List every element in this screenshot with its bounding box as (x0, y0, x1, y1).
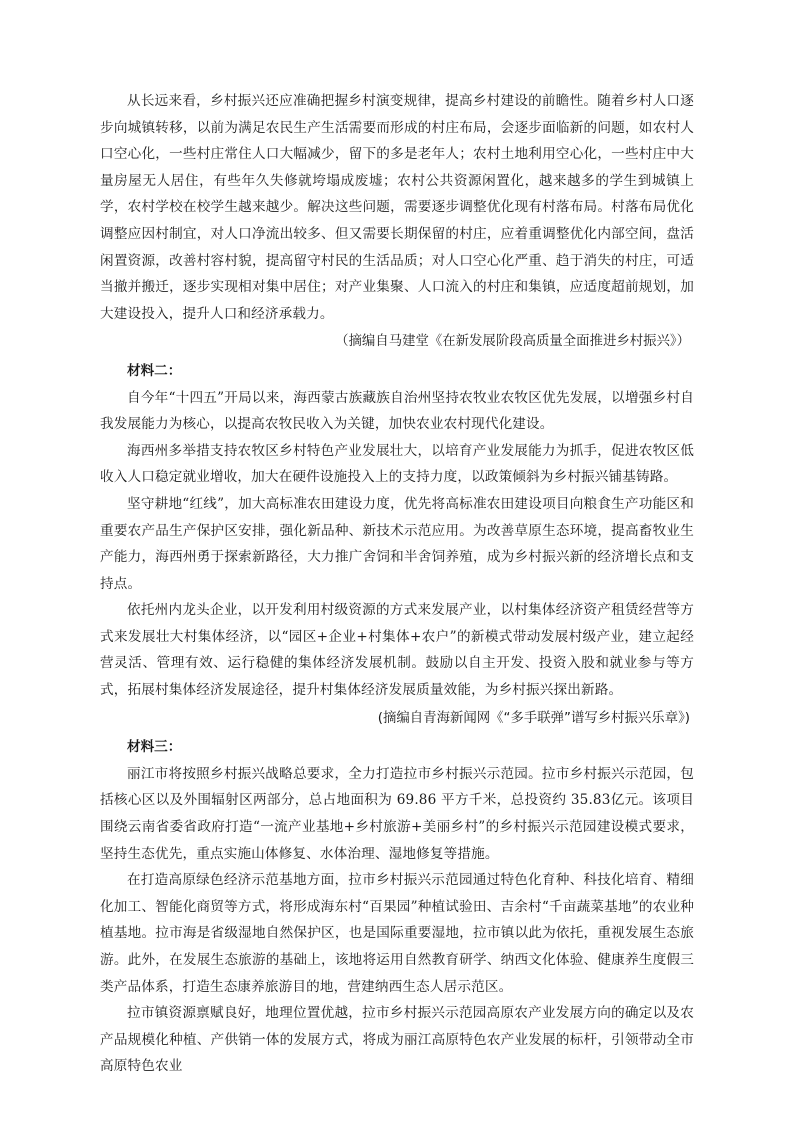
material2-heading: 材料二： (127, 362, 182, 379)
material2-paragraph: 自今年“十四五”开局以来，海西蒙古族藏族自治州坚持农牧业农牧区优先发展，以增强乡村自我发展能力为核心，以提高农牧民收入为关键，加快农业农村现代化建设。 (100, 389, 694, 433)
material2-paragraph: 依托州内龙头企业，以开发利用村级资源的方式来发展产业，以村集体经济资产租赁经营等方式来发展壮大村集体经济，以“园区+企业+村集体+农户”的新模式带动发展村级产业，建立起经营灵活、管理有效、运行稳健的集体经济发展机制。鼓励以自主开发、投资入股和就业参与等方式，拓展村集体经济发展途径，提升村集体经济发展质量效能，为乡村振兴探出新路。 (100, 602, 694, 699)
material2-paragraph: 坚守耕地“红线”，加大高标准农田建设力度，优先将高标准农田建设项目向粮食生产功能区和重要农产品生产保护区安排，强化新品种、新技术示范应用。为改善草原生态环境，提高畜牧业生产能力，海西州勇于探索新路径，大力推广舍饲和半舍饲养殖，成为乡村振兴新的经济增长点和支持点。 (100, 495, 694, 592)
material1-paragraph: 从长远来看，乡村振兴还应准确把握乡村演变规律，提高乡村建设的前瞻性。随着乡村人口逐步向城镇转移，以前为满足农民生产生活需要而形成的村庄布局，会逐步面临新的问题，如农村人口空心化，一些村庄常住人口大幅减少，留下的多是老年人；农村土地利用空心化，一些村庄中大量房屋无人居住，有些年久失修就垮塌成废墟；农村公共资源闲置化，越来越多的学生到城镇上学，农村学校在校学生越来越少。解决这些问题，需要逐步调整优化现有村落布局。村落布局优化调整应因村制宜，对人口净流出较多、但又需要长期保留的村庄，应着重调整优化内部空间，盘活闲置资源，改善村容村貌，提高留守村民的生活品质；对人口空心化严重、趋于消失的村庄，可适当撤并搬迁，逐步实现相对集中居住；对产业集聚、人口流入的村庄和集镇，应适度超前规划，加大建设投入，提升人口和经济承载力。 (100, 93, 694, 322)
material3-paragraph: 在打造高原绿色经济示范基地方面，拉市乡村振兴示范园通过特色化育种、科技化培育、精细化加工、智能化商贸等方式，将形成海东村“百果园”种植试验田、吉余村“千亩蔬菜基地”的农业种植基地。拉市海是省级湿地自然保护区，也是国际重要湿地，拉市镇以此为依托，重视发展生态旅游。此外，在发展生态旅游的基础上，该地将运用自然教育研学、纳西文化体验、健康养生度假三类产品体系，打造生态康养旅游目的地，营建纳西生态人居示范区。 (100, 872, 694, 995)
material2-source: (摘编自青海新闻网《“多手联弹”谱写乡村振兴乐章》) (377, 710, 690, 726)
document-page (100, 88, 694, 1080)
material1-source: （摘编自马建堂《在新发展阶段高质量全面推进乡村振兴》） (335, 334, 690, 350)
material3-paragraph: 拉市镇资源禀赋良好，地理位置优越，拉市乡村振兴示范园高原农产业发展方向的确定以及农产品规模化种植、产供销一体的发展方式，将成为丽江高原特色农产业发展的标杆，引领带动全市高原特色农业 (100, 1005, 694, 1075)
material3-paragraph: 丽江市将按照乡村振兴战略总要求，全力打造拉市乡村振兴示范园。拉市乡村振兴示范园，包括核心区以及外围辐射区两部分，总占地面积为 69.86 平方千米，总投资约 35.83亿元。该项目围绕云南省委省政府打造“一流产业基地+乡村旅游+美丽乡村”的乡村振兴示范园建设模式要求，坚持生态优先，重点实施山体修复、水体治理、湿地修复等措施。 (100, 765, 694, 862)
material3-heading: 材料三： (127, 739, 182, 756)
material2-paragraph: 海西州多举措支持农牧区乡村特色产业发展壮大，以培育产业发展能力为抓手，促进农牧区低收入人口稳定就业增收，加大在硬件设施投入上的支持力度，以政策倾斜为乡村振兴铺基铸路。 (100, 442, 694, 486)
